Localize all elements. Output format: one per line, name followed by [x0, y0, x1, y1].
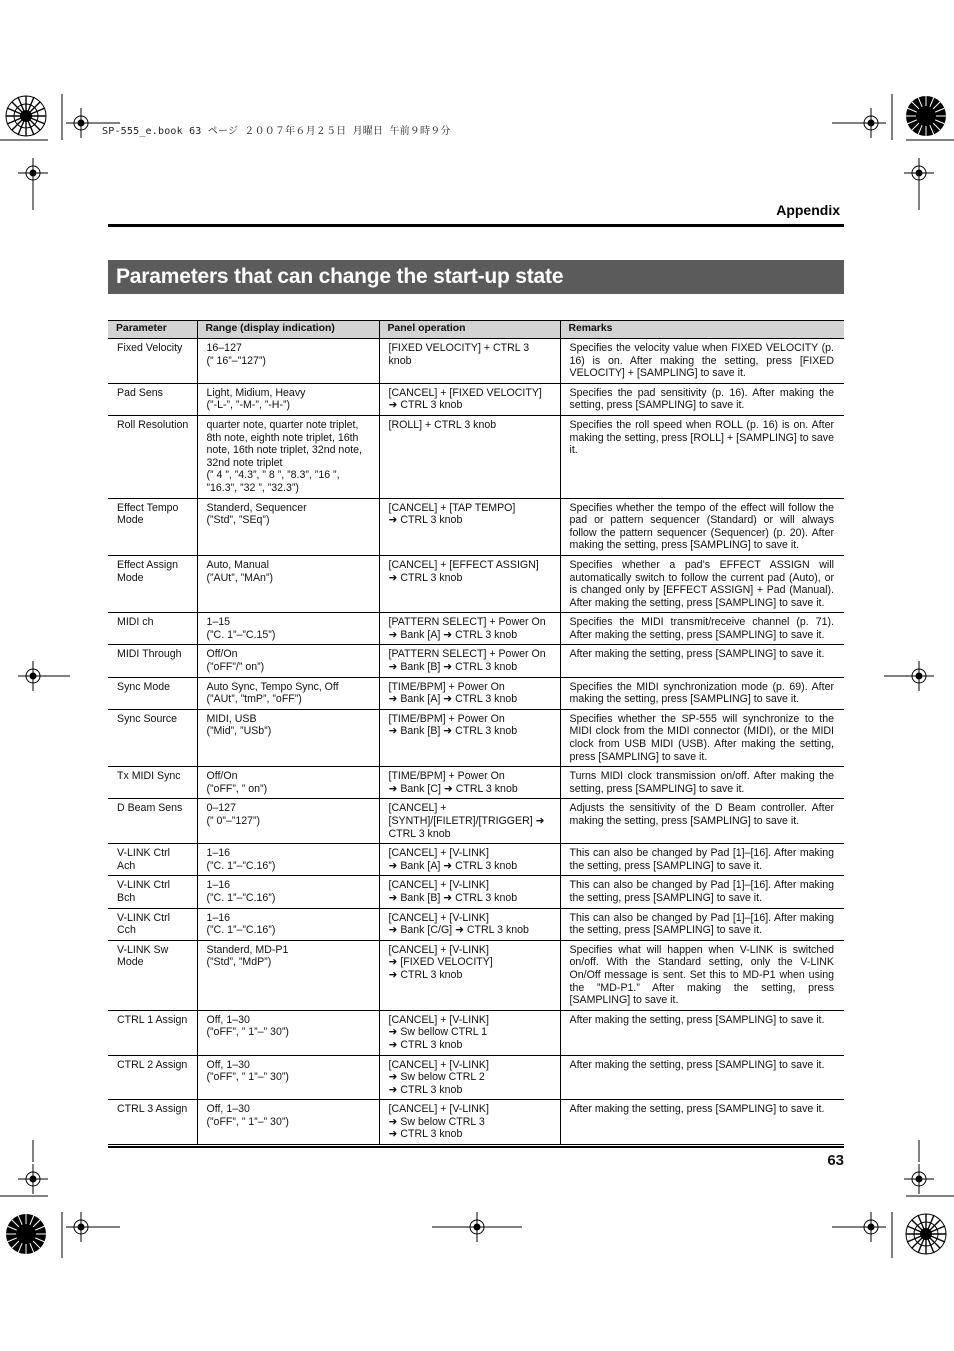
header-parameter: Parameter	[108, 321, 197, 339]
section-label: Appendix	[776, 202, 840, 218]
cell-remarks: Specifies the MIDI transmit/receive channel (p. 71). After making the setting, press [SAMPLING] to save it.	[560, 613, 844, 645]
cell-range: Off, 1–30 (”oFF”, ” 1”–” 30”)	[197, 1100, 379, 1145]
crosshair-mark-icon	[904, 1164, 934, 1194]
cell-range: Off/On (”oFF”/” on”)	[197, 645, 379, 677]
print-header: SP-555_e.book 63 ページ ２００７年６月２５日 月曜日 午前９時９分	[102, 126, 451, 137]
table-row	[108, 415, 844, 498]
table-row	[108, 940, 844, 1010]
crosshair-mark-icon	[66, 1212, 96, 1242]
table-row	[108, 709, 844, 766]
cell-panel-operation: [CANCEL] + [V-LINK] ➜ [FIXED VELOCITY] ➜ CTRL 3 knob	[379, 940, 560, 1010]
cell-parameter: Tx MIDI Sync	[108, 767, 197, 799]
table-row	[108, 339, 844, 384]
cell-panel-operation: [CANCEL] + [FIXED VELOCITY] ➜ CTRL 3 knob	[379, 383, 560, 415]
crosshair-mark-icon	[856, 1212, 886, 1242]
cell-panel-operation: [TIME/BPM] + Power On ➜ Bank [A] ➜ CTRL 3 knob	[379, 677, 560, 709]
cell-range: MIDI, USB (”Mid”, ”USb”)	[197, 709, 379, 766]
cell-panel-operation: [CANCEL] + [TAP TEMPO] ➜ CTRL 3 knob	[379, 498, 560, 555]
cell-parameter: CTRL 2 Assign	[108, 1055, 197, 1100]
crosshair-mark-icon	[904, 661, 934, 691]
registration-target-icon	[4, 1212, 48, 1256]
cell-remarks: This can also be changed by Pad [1]–[16]. After making the setting, press [SAMPLING] to save it.	[560, 876, 844, 908]
table-row	[108, 613, 844, 645]
cell-parameter: CTRL 1 Assign	[108, 1010, 197, 1055]
table-row	[108, 844, 844, 876]
cell-panel-operation: [TIME/BPM] + Power On ➜ Bank [C] ➜ CTRL 3 knob	[379, 767, 560, 799]
cell-parameter: Fixed Velocity	[108, 339, 197, 384]
cell-range: Standerd, MD-P1 (”Std”, ”MdP”)	[197, 940, 379, 1010]
cell-remarks: This can also be changed by Pad [1]–[16]. After making the setting, press [SAMPLING] to save it.	[560, 908, 844, 940]
table-header-row	[108, 321, 844, 339]
cell-panel-operation: [ROLL] + CTRL 3 knob	[379, 415, 560, 498]
header-remarks: Remarks	[560, 321, 844, 339]
cell-remarks: After making the setting, press [SAMPLING] to save it.	[560, 1055, 844, 1100]
cell-range: 1–15 (”C. 1”–”C.15”)	[197, 613, 379, 645]
cell-parameter: Effect Assign Mode	[108, 555, 197, 612]
cell-range: Standerd, Sequencer (”Std”, ”SEq”)	[197, 498, 379, 555]
cell-panel-operation: [PATTERN SELECT] + Power On ➜ Bank [B] ➜ CTRL 3 knob	[379, 645, 560, 677]
table-row	[108, 1055, 844, 1100]
cell-range: 16–127 (” 16”–”127”)	[197, 339, 379, 384]
registration-target-icon	[904, 94, 948, 138]
cell-panel-operation: [FIXED VELOCITY] + CTRL 3 knob	[379, 339, 560, 384]
cell-panel-operation: [PATTERN SELECT] + Power On ➜ Bank [A] ➜ CTRL 3 knob	[379, 613, 560, 645]
cell-remarks: Specifies the pad sensitivity (p. 16). After making the setting, press [SAMPLING] to save it.	[560, 383, 844, 415]
crosshair-mark-icon	[18, 158, 48, 188]
cell-range: Light, Midium, Heavy (”-L-”, ”-M-”, ”-H-”)	[197, 383, 379, 415]
cell-remarks: Specifies the velocity value when FIXED VELOCITY (p. 16) is on. After making the setting, press [FIXED VELOCITY] + [SAMPLING] to save it.	[560, 339, 844, 384]
cell-remarks: Adjusts the sensitivity of the D Beam controller. After making the setting, press [SAMPLING] to save it.	[560, 799, 844, 844]
table-row	[108, 383, 844, 415]
table-row	[108, 498, 844, 555]
cell-remarks: After making the setting, press [SAMPLING] to save it.	[560, 1100, 844, 1145]
cell-panel-operation: [CANCEL] + [V-LINK] ➜ Bank [A] ➜ CTRL 3 knob	[379, 844, 560, 876]
cell-parameter: V-LINK Ctrl Ach	[108, 844, 197, 876]
cell-remarks: Specifies whether the tempo of the effect will follow the pad or pattern sequencer (Standard) or will always follow the pattern sequencer (Sequencer) (p. 20). After making the setting, press [SAMPLING] to save it.	[560, 498, 844, 555]
table-body	[108, 339, 844, 1145]
cell-panel-operation: [CANCEL] + [V-LINK] ➜ Bank [B] ➜ CTRL 3 knob	[379, 876, 560, 908]
title-bar	[108, 260, 844, 294]
cell-parameter: MIDI Through	[108, 645, 197, 677]
crosshair-mark-icon	[18, 661, 48, 691]
bottom-rule	[108, 1146, 844, 1148]
cell-remarks: Specifies the roll speed when ROLL (p. 16) is on. After making the setting, press [ROLL] + [SAMPLING] to save it.	[560, 415, 844, 498]
cell-panel-operation: [CANCEL] + [V-LINK] ➜ Sw below CTRL 3 ➜ CTRL 3 knob	[379, 1100, 560, 1145]
table-row	[108, 1100, 844, 1145]
crosshair-mark-icon	[66, 108, 96, 138]
crosshair-mark-icon	[904, 158, 934, 188]
table-row	[108, 767, 844, 799]
cell-parameter: Sync Mode	[108, 677, 197, 709]
cell-parameter: MIDI ch	[108, 613, 197, 645]
table-row	[108, 1010, 844, 1055]
cell-range: 0–127 (” 0”–”127”)	[197, 799, 379, 844]
cell-panel-operation: [CANCEL] + [V-LINK] ➜ Bank [C/G] ➜ CTRL 3 knob	[379, 908, 560, 940]
table-row	[108, 908, 844, 940]
table-row	[108, 876, 844, 908]
cell-parameter: D Beam Sens	[108, 799, 197, 844]
cell-remarks: Specifies whether a pad’s EFFECT ASSIGN will automatically switch to follow the current pad (Auto), or is changed only by [EFFECT ASSIGN] + Pad (Manual). After making the setting, press [SAMPLING] to save it.	[560, 555, 844, 612]
page-title: Parameters that can change the start-up state	[116, 265, 564, 288]
cell-remarks: Specifies the MIDI synchronization mode (p. 69). After making the setting, press [SAMPLING] to save it.	[560, 677, 844, 709]
cell-parameter: Pad Sens	[108, 383, 197, 415]
table-row	[108, 677, 844, 709]
cell-range: Off, 1–30 (”oFF”, ” 1”–” 30”)	[197, 1055, 379, 1100]
parameters-table	[108, 320, 844, 1145]
cell-parameter: Effect Tempo Mode	[108, 498, 197, 555]
cell-range: Auto Sync, Tempo Sync, Off (”AUt”, ”tmP”, ”oFF”)	[197, 677, 379, 709]
cell-range: 1–16 (”C. 1”–”C.16”)	[197, 908, 379, 940]
cell-range: quarter note, quarter note triplet, 8th note, eighth note triplet, 16th note, 16th note triplet, 32nd note, 32nd note triplet (” 4 ”, ”4.3”, ” 8 ”, ”8.3”, ”16 ”, ”16.3”, ”32 ”, ”32.3”)	[197, 415, 379, 498]
cell-remarks: This can also be changed by Pad [1]–[16]. After making the setting, press [SAMPLING] to save it.	[560, 844, 844, 876]
cell-panel-operation: [CANCEL] + [EFFECT ASSIGN] ➜ CTRL 3 knob	[379, 555, 560, 612]
cell-panel-operation: [CANCEL] + [V-LINK] ➜ Sw below CTRL 2 ➜ CTRL 3 knob	[379, 1055, 560, 1100]
cell-parameter: Roll Resolution	[108, 415, 197, 498]
top-rule	[108, 224, 844, 227]
cell-remarks: After making the setting, press [SAMPLING] to save it.	[560, 1010, 844, 1055]
table-row	[108, 799, 844, 844]
crosshair-mark-icon	[18, 1164, 48, 1194]
table-row	[108, 555, 844, 612]
cell-range: Auto, Manual (”AUt”, ”MAn”)	[197, 555, 379, 612]
cell-panel-operation: [TIME/BPM] + Power On ➜ Bank [B] ➜ CTRL 3 knob	[379, 709, 560, 766]
table-row	[108, 645, 844, 677]
cell-parameter: V-LINK Ctrl Bch	[108, 876, 197, 908]
cell-parameter: V-LINK Sw Mode	[108, 940, 197, 1010]
crosshair-mark-icon	[462, 1212, 492, 1242]
cell-range: 1–16 (”C. 1”–”C.16”)	[197, 844, 379, 876]
parameters-table-container	[108, 320, 844, 1145]
cell-panel-operation: [CANCEL] + [V-LINK] ➜ Sw bellow CTRL 1 ➜ CTRL 3 knob	[379, 1010, 560, 1055]
cell-remarks: Specifies whether the SP-555 will synchronize to the MIDI clock from the MIDI connector (MIDI), or the MIDI clock from USB MIDI (USB). After making the setting, press [SAMPLING] to save it.	[560, 709, 844, 766]
cell-panel-operation: [CANCEL] + [SYNTH]/[FILETR]/[TRIGGER] ➜ CTRL 3 knob	[379, 799, 560, 844]
page-number: 63	[827, 1152, 844, 1169]
cell-parameter: V-LINK Ctrl Cch	[108, 908, 197, 940]
cell-parameter: CTRL 3 Assign	[108, 1100, 197, 1145]
cell-remarks: Turns MIDI clock transmission on/off. After making the setting, press [SAMPLING] to save it.	[560, 767, 844, 799]
registration-target-icon	[904, 1212, 948, 1256]
cell-range: Off, 1–30 (”oFF”, ” 1”–” 30”)	[197, 1010, 379, 1055]
cell-range: 1–16 (”C. 1”–”C.16”)	[197, 876, 379, 908]
cell-remarks: Specifies what will happen when V-LINK is switched on/off. With the Standard setting, only the V-LINK On/Off message is sent. Set this to MD-P1 when using the ”MD-P1.” After making the setting, press [SAMPLING] to save it.	[560, 940, 844, 1010]
header-range: Range (display indication)	[197, 321, 379, 339]
cell-range: Off/On (”oFF”, ” on”)	[197, 767, 379, 799]
cell-remarks: After making the setting, press [SAMPLING] to save it.	[560, 645, 844, 677]
registration-target-icon	[4, 94, 48, 138]
crosshair-mark-icon	[856, 108, 886, 138]
header-panel-operation: Panel operation	[379, 321, 560, 339]
cell-parameter: Sync Source	[108, 709, 197, 766]
